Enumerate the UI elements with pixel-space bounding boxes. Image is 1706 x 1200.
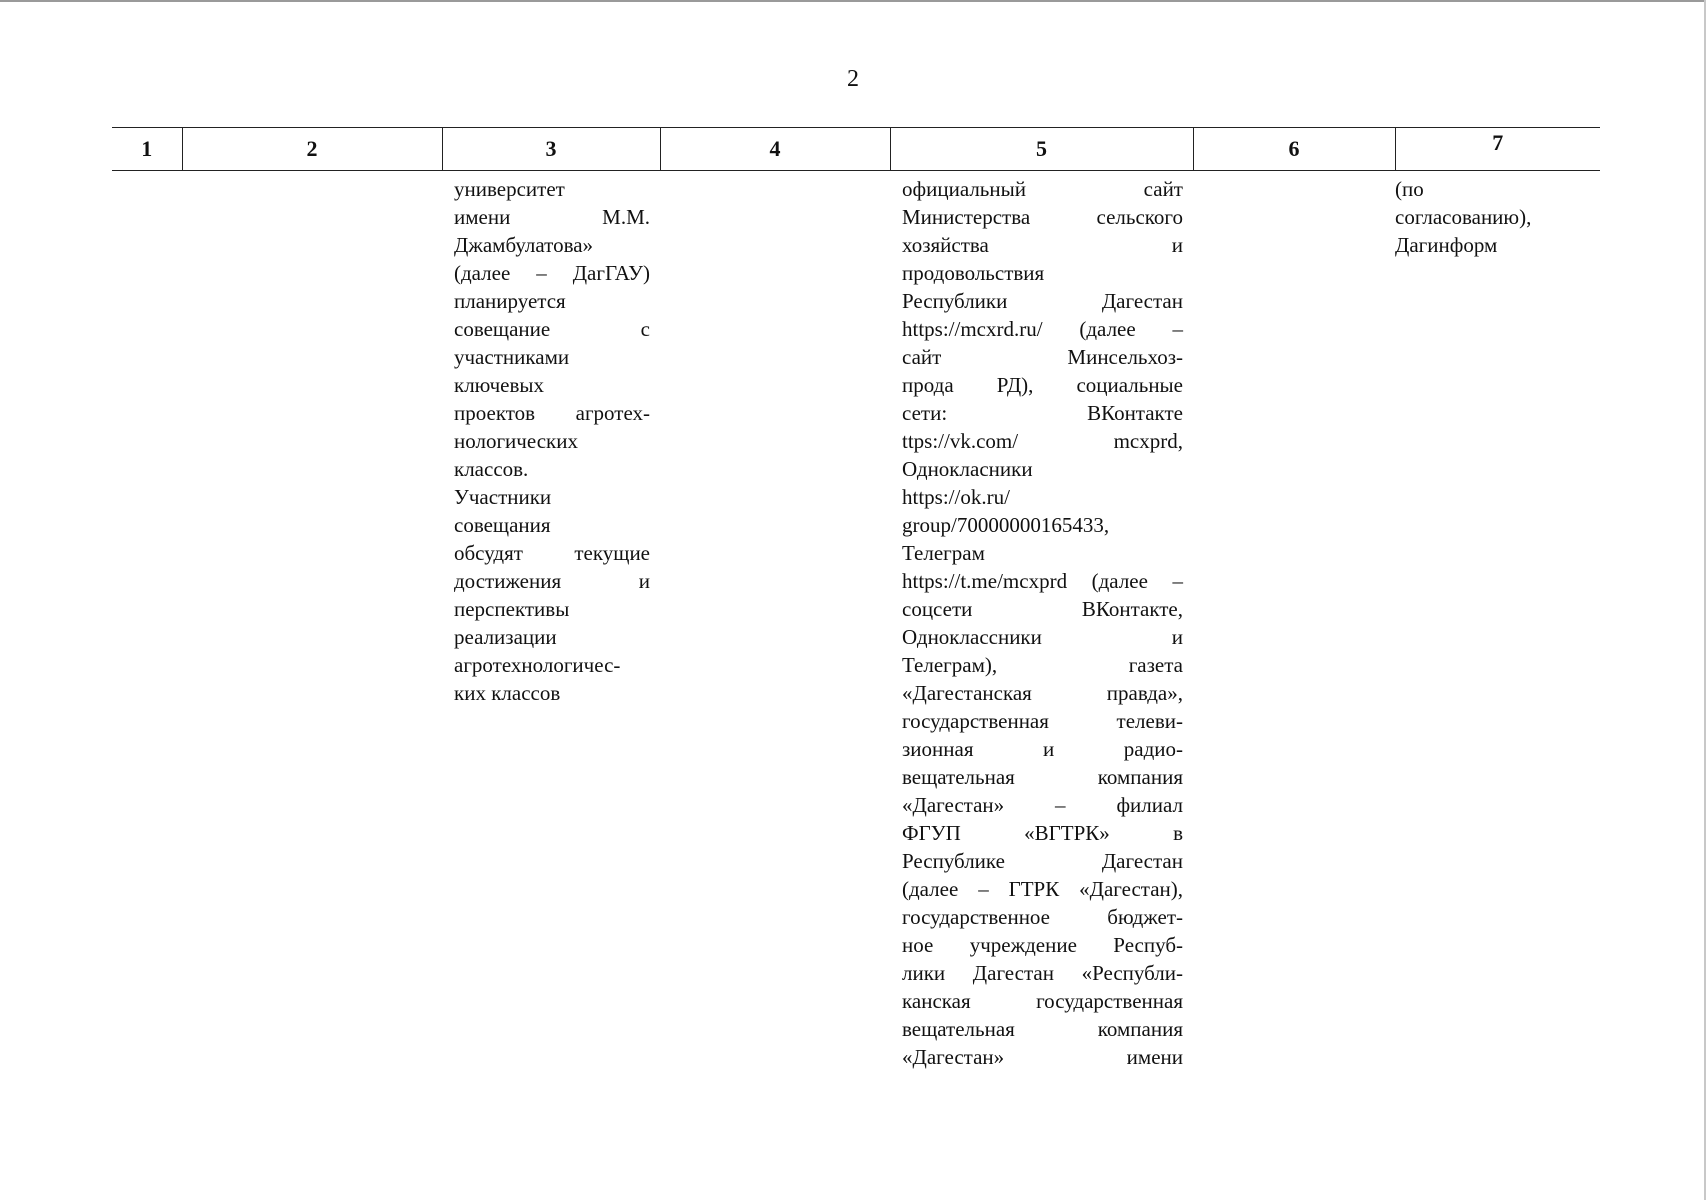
text-line: хозяйства и — [902, 233, 1183, 257]
table-header-row — [112, 128, 1600, 171]
text-line: совещание с — [454, 317, 650, 341]
column-header-2: 2 — [182, 128, 442, 171]
text-line: group/70000000165433, — [902, 513, 1110, 537]
cell-col-3 — [442, 171, 660, 1072]
text-line: (далее – ГТРК «Дагестан), — [902, 877, 1183, 901]
column-header-3: 3 — [442, 128, 660, 171]
text-line: прода РД), социальные — [902, 373, 1183, 397]
table-row — [112, 171, 1600, 1072]
text-line: канская государственная — [902, 989, 1183, 1013]
cell-col-4 — [660, 171, 890, 1072]
text-line: продовольствия — [902, 261, 1045, 285]
text-line: соцсети ВКонтакте, — [902, 597, 1183, 621]
text-line: проектов агротех- — [454, 401, 650, 425]
text-line: согласованию), — [1395, 205, 1532, 229]
text-line: ключевых — [454, 373, 544, 397]
text-line: https://t.me/mcxprd (далее – — [902, 569, 1183, 593]
column-header-7: 7 — [1395, 128, 1600, 171]
text-line: Однокласники — [902, 457, 1033, 481]
column-header-4: 4 — [660, 128, 890, 171]
scan-top-edge — [0, 0, 1706, 2]
text-line: ких классов — [454, 681, 561, 705]
text-line: университет — [454, 177, 565, 201]
text-line: вещательная компания — [902, 1017, 1183, 1041]
text-line: достижения и — [454, 569, 650, 593]
text-line: «Дагестан» имени — [902, 1045, 1183, 1069]
text-line: (по — [1395, 177, 1424, 201]
text-line: нологических — [454, 429, 578, 453]
text-line: сайт Минсельхоз- — [902, 345, 1183, 369]
text-line: ное учреждение Респуб- — [902, 933, 1183, 957]
text-line: агротехнологичес- — [454, 653, 621, 677]
cell-col-7 — [1395, 171, 1600, 1072]
column-header-5: 5 — [890, 128, 1193, 171]
text-line: Одноклассники и — [902, 625, 1183, 649]
text-line: участниками — [454, 345, 570, 369]
text-line: https://ok.ru/ — [902, 485, 1010, 509]
text-line: вещательная компания — [902, 765, 1183, 789]
text-line: реализации — [454, 625, 557, 649]
cell-col-1 — [112, 171, 182, 1072]
cell-col-2 — [182, 171, 442, 1072]
text-line: Телеграм — [902, 541, 985, 565]
column-header-6: 6 — [1193, 128, 1395, 171]
text-line: Республики Дагестан — [902, 289, 1183, 313]
text-line: государственное бюджет- — [902, 905, 1183, 929]
cell-col-6 — [1193, 171, 1395, 1072]
text-line: совещания — [454, 513, 551, 537]
text-line: классов. — [454, 457, 529, 481]
cell-col-5 — [890, 171, 1193, 1072]
text-line: Республике Дагестан — [902, 849, 1183, 873]
media-coverage-description — [890, 171, 1193, 1071]
text-line: ttps://vk.com/ mcxprd, — [902, 429, 1183, 453]
page-number: 2 — [847, 66, 859, 92]
text-line: перспективы — [454, 597, 570, 621]
text-line: «Дагестанская правда», — [902, 681, 1183, 705]
text-line: обсудят текущие — [454, 541, 650, 565]
text-line: Дагинформ — [1395, 233, 1498, 257]
text-line: лики Дагестан «Республи- — [902, 961, 1183, 985]
text-line: Министерства сельского — [902, 205, 1183, 229]
document-table — [112, 127, 1600, 1071]
text-line: государственная телеви- — [902, 709, 1183, 733]
column-header-1: 1 — [112, 128, 182, 171]
text-line: «Дагестан» – филиал — [902, 793, 1183, 817]
responsible-parties — [1395, 171, 1600, 259]
text-line: Телеграм), газета — [902, 653, 1183, 677]
text-line: Джамбулатова» — [454, 233, 594, 257]
text-line: Участники — [454, 485, 552, 509]
text-line: планируется — [454, 289, 566, 313]
text-line: https://mcxrd.ru/ (далее – — [902, 317, 1183, 341]
text-line: официальный сайт — [902, 177, 1183, 201]
text-line: имени М.М. — [454, 205, 650, 229]
text-line: зионная и радио- — [902, 737, 1183, 761]
text-line: сети: ВКонтакте — [902, 401, 1183, 425]
text-line: ФГУП «ВГТРК» в — [902, 821, 1183, 845]
activity-description — [442, 171, 660, 707]
text-line: (далее – ДагГАУ) — [454, 261, 650, 285]
